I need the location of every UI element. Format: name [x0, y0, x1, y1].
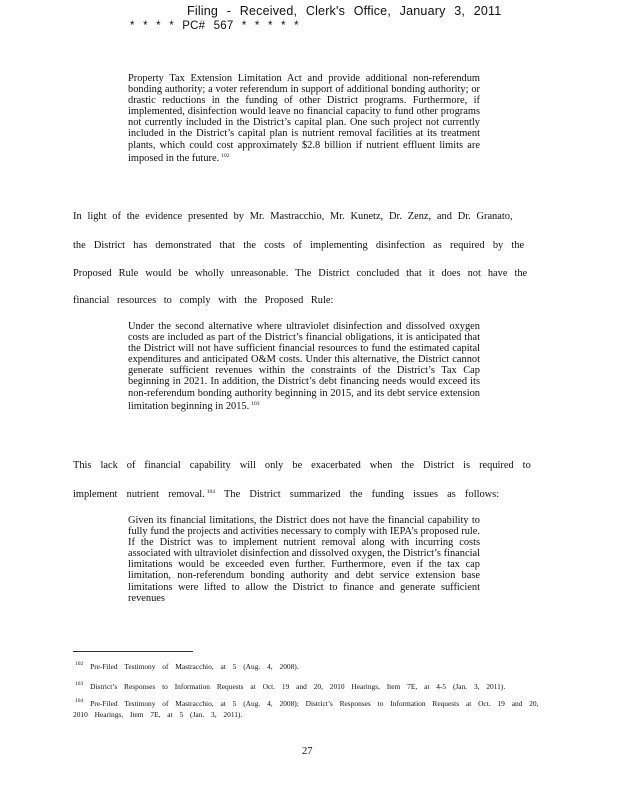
block-quote-3: Given its financial limitations, the District does not have the financial capability to fully fund the projects and activities necessary to comply with IEPA’s proposed rule. If the District was to implement nutrient removal along with incurring costs associated with ultraviolet disinfection and dissolved oxygen, the District’s financial limitations would be exceeded even further. Furthermore, even if the tax cap limitation, non-referendum bonding authority and debt service extension base limitations were lifted to allow the District to finance and generate sufficient revenues [128, 515, 480, 604]
footnote-number: 103 [75, 681, 84, 687]
block-quote-1-text: Property Tax Extension Limitation Act and provide additional non-referendum bonding authority; a voter referendum in support of additional bonding authority; or drastic reductions in the funding of other District programs. Furthermore, if implemented, disinfection would leave no financial capacity to fund other programs not currently included in the District’s capital plan. One such project not currently included in the District’s capital plan is nutrient removal facilities at its treatment plants, which could cost approximately $2.8 billion if nutrient effluent limits are imposed in the future. [128, 73, 480, 164]
footnote-text: Pre-Filed Testimony of Mastracchio, at 5 (Aug. 4, 2008); District’s Responses to Information Requests at Oct. 19 and 20, 2010 Hearings, Item 7E, at 5 (Jan. 3, 2011). [73, 699, 539, 719]
body-line: In light of the evidence presented by Mr. Mastracchio, Mr. Kunetz, Dr. Zenz, and Dr. Granato, [73, 211, 513, 222]
body-line-segment: implement nutrient removal. [73, 489, 205, 500]
body-line: financial resources to comply with the Proposed Rule: [73, 295, 334, 306]
footnote-104 [73, 696, 541, 721]
page-number: 27 [302, 746, 313, 757]
footnote-text: Pre-Filed Testimony of Mastracchio, at 5 (Aug. 4, 2008). [90, 662, 299, 671]
footnote-102 [73, 659, 541, 673]
footnote-divider [73, 651, 193, 652]
footnote-number: 104 [75, 698, 84, 704]
block-quote-1 [128, 73, 480, 164]
footnote-text: District’s Responses to Information Requests at Oct. 19 and 20, 2010 Hearings, Item 7E, at 4-5 (Jan. 3, 2011). [90, 682, 506, 691]
block-quote-2 [128, 321, 480, 412]
footnote-ref-102: 102 [221, 152, 230, 159]
footnote-number: 102 [75, 661, 84, 667]
pc-number-line: * * * * PC# 567 * * * * * [130, 20, 299, 32]
body-line [73, 489, 499, 500]
body-line: the District has demonstrated that the costs of implementing disinfection as required by the [73, 240, 525, 251]
filing-stamp-line: Filing - Received, Clerk's Office, January 3, 2011 [187, 4, 502, 18]
footnote-103 [73, 679, 541, 693]
block-quote-2-text: Under the second alternative where ultraviolet disinfection and dissolved oxygen costs are included as part of the District’s financial obligations, it is anticipated that the District will not have sufficient financial resources to fund the estimated capital expenditures and anticipated O&M costs. Under this alternative, the District cannot generate sufficient revenues within the constraints of the District’s Tax Cap beginning in 2021. In addition, the District’s debt financing needs would exceed its non-referendum bonding authority beginning in 2015, and its debt service extension limitation beginning in 2015. [128, 321, 480, 412]
body-line-segment: The District summarized the funding issues as follows: [215, 489, 500, 500]
body-line: Proposed Rule would be wholly unreasonable. The District concluded that it does not have the [73, 268, 528, 279]
footnote-ref-104: 104 [206, 489, 216, 495]
body-line: This lack of financial capability will only be exacerbated when the District is required to [73, 460, 531, 471]
footnote-ref-103: 103 [251, 400, 260, 407]
